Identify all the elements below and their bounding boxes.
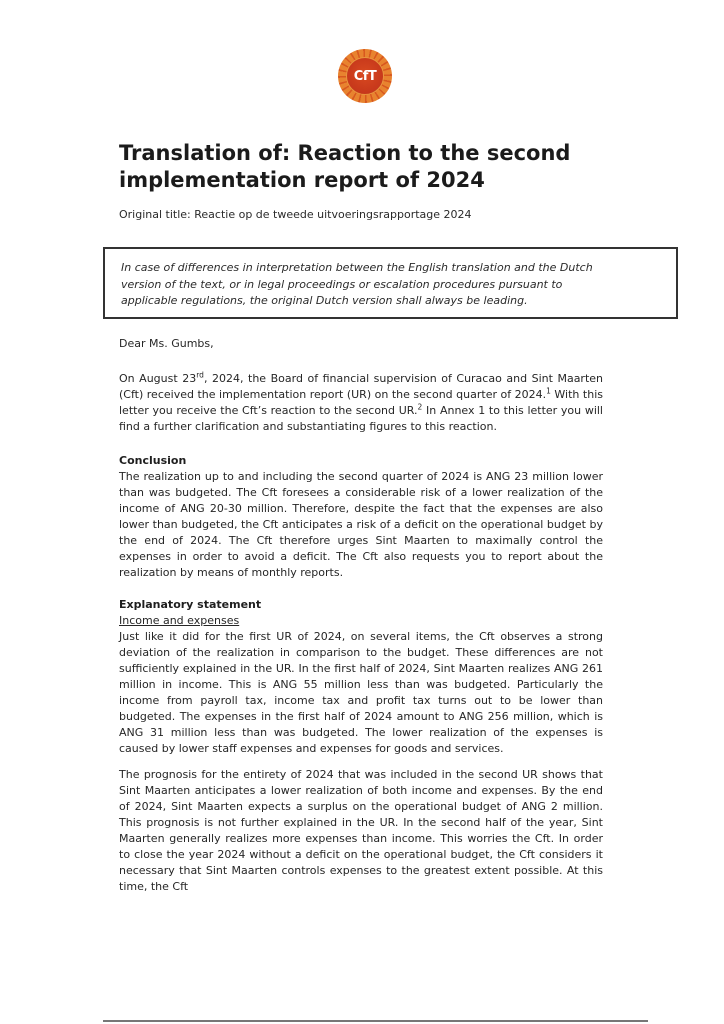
translation-disclaimer-box	[103, 247, 678, 319]
salutation: Dear Ms. Gumbs,	[119, 337, 214, 350]
cft-logo-text: CfT	[353, 68, 377, 84]
income-expenses-subheading: Income and expenses	[119, 614, 240, 627]
intro-paragraph	[119, 371, 603, 435]
conclusion-paragraph: The realization up to and including the second quarter of 2024 is ANG 23 million lower than was budgeted. The Cft foresees a considerable risk of a lower realization of the income of ANG 20-30 million. Therefore, despite the fact that the expenses are also lower than budgeted, the Cft anticipates a risk of a deficit on the operational budget by the end of 2024. The Cft therefore urges Sint Maarten to maximally control the expenses in order to avoid a deficit. The Cft also requests you to report about the realization by means of monthly reports.	[119, 470, 603, 579]
document-title: Translation of: Reaction to the second implementation report of 2024	[119, 141, 571, 192]
prognosis-paragraph: The prognosis for the entirety of 2024 that was included in the second UR shows that Sint Maarten anticipates a lower realization of both income and expenses. By the end of 2024, Sint Maarten expects a surplus on the operational budget of ANG 2 million. This prognosis is not further explained in the UR. In the second half of the year, Sint Maarten generally realizes more expenses than income. This worries the Cft. In order to close the year 2024 without a deficit on the operational budget, the Cft considers it necessary that Sint Maarten controls expenses to the greatest extent possible. At this time, the Cft	[119, 768, 603, 893]
translation-disclaimer-text: In case of differences in interpretation between the English translation and the Dutch version of the text, or in legal proceedings or escalation procedures pursuant to applicable regulations, the original Dutch version shall always be leading.	[121, 261, 593, 307]
intro-segment-1: On August 23	[119, 372, 197, 385]
cft-seal-logo	[338, 49, 392, 103]
footnote-separator-rule	[103, 1020, 648, 1022]
intro-segment-4: In Annex 1 to this letter you will find a further clarification and substantiating figures to this reaction.	[119, 404, 603, 433]
ordinal-suffix: rd	[196, 370, 204, 380]
intro-segment-2: , 2024, the Board of financial supervision of Curacao and Sint Maarten (Cft) received the implementation report (UR) on the second quarter of 2024.	[119, 372, 604, 401]
cft-seal-inner-circle	[346, 57, 384, 95]
footnote-marker-1: 1	[546, 386, 551, 396]
explanatory-statement-heading: Explanatory statement	[119, 598, 262, 611]
income-expenses-paragraph: Just like it did for the first UR of 2024, on several items, the Cft observes a strong deviation of the realization in comparison to the budget. These differences are not sufficiently explained in the UR. In the first half of 2024, Sint Maarten realizes ANG 261 million in income. This is ANG 55 million less than was budgeted. Particularly the income from payroll tax, income tax and profit tax turns out to be lower than budgeted. The expenses in the first half of 2024 amount to ANG 256 million, which is ANG 31 million less than was budgeted. The lower realization of the expenses is caused by lower staff expenses and expenses for goods and services.	[119, 630, 603, 755]
original-title-line: Original title: Reactie op de tweede uitvoeringsrapportage 2024	[119, 208, 472, 221]
letter-body	[119, 336, 603, 895]
footnote-marker-2: 2	[417, 402, 423, 412]
intro-segment-3: With this letter you receive the Cft’s reaction to the second UR.	[119, 388, 603, 417]
conclusion-heading: Conclusion	[119, 454, 187, 467]
